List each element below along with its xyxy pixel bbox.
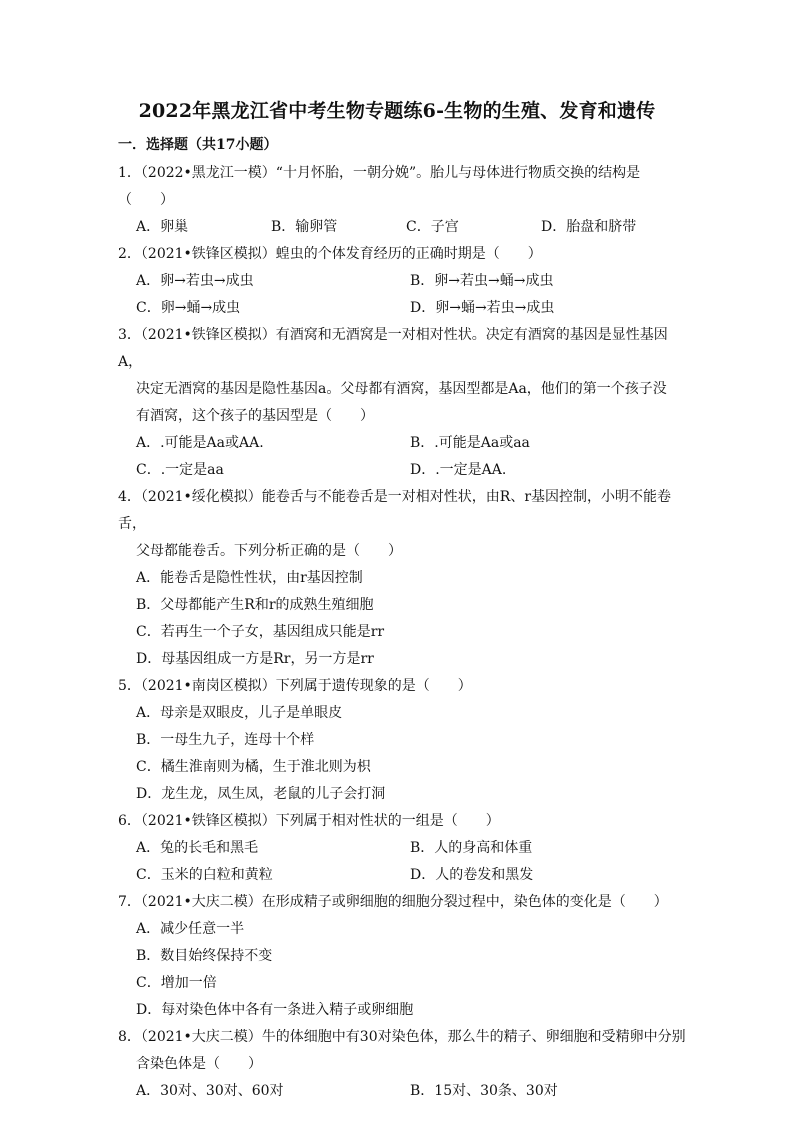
question-stem-line: 有酒窝，这个孩子的基因型是（ ）: [136, 408, 374, 424]
answer-option: D．母基因组成一方是Rr，另一方是rr: [136, 651, 374, 667]
question-item: [118, 160, 686, 241]
answer-option: C．卵→蛹→成虫: [136, 300, 241, 316]
answer-option: A．30对、30对、60对: [136, 1083, 284, 1099]
answer-options: [118, 916, 686, 1024]
question-stem-line: 含染色体是（ ）: [136, 1056, 262, 1072]
answer-option: B．.可能是Aa或aa: [410, 435, 530, 451]
question-stem: [118, 889, 686, 916]
question-stem-line: 8．（2021•大庆二模）牛的体细胞中有30对染色体，那么牛的精子、卵细胞和受精卵中分别: [118, 1029, 686, 1045]
question-item: [118, 241, 686, 322]
answer-option: A．卵→若虫→成虫: [136, 273, 254, 289]
question-item: [118, 322, 686, 484]
answer-options: [118, 565, 686, 673]
question-item: [118, 484, 686, 673]
question-stem-line: 2．（2021•铁锋区模拟）蝗虫的个体发育经历的正确时期是（ ）: [118, 246, 542, 262]
answer-option: B．父母都能产生R和r的成熟生殖细胞: [136, 597, 374, 613]
question-stem-line: 1．（2022•黑龙江一模）“十月怀胎，一朝分娩”。胎儿与母体进行物质交换的结构是（ ）: [118, 165, 641, 208]
answer-options: [118, 214, 686, 241]
question-item: [118, 889, 686, 1024]
answer-option: B．一母生九子，连母十个样: [136, 732, 315, 748]
question-stem-line: 5．（2021•南岗区模拟）下列属于遗传现象的是（ ）: [118, 678, 472, 694]
answer-option: B．数目始终保持不变: [136, 948, 273, 964]
question-item: [118, 1024, 686, 1105]
answer-option: D．胎盘和脐带: [541, 219, 637, 235]
question-stem: [118, 322, 686, 430]
answer-option: A．母亲是双眼皮，儿子是单眼皮: [136, 705, 343, 721]
answer-option: D．.一定是AA.: [410, 462, 507, 478]
answer-options: [118, 1078, 686, 1105]
question-stem: [118, 160, 686, 214]
answer-option: C．橘生淮南则为橘，生于淮北则为枳: [136, 759, 371, 775]
question-stem: [118, 808, 686, 835]
answer-option: D．人的卷发和黑发: [410, 867, 534, 883]
question-stem-line: 3．（2021•铁锋区模拟）有酒窝和无酒窝是一对相对性状。决定有酒窝的基因是显性基因A，: [118, 327, 668, 370]
answer-option: A．减少任意一半: [136, 921, 245, 937]
question-stem-line: 决定无酒窝的基因是隐性基因a。父母都有酒窝，基因型都是Aa，他们的第一个孩子没: [136, 381, 667, 397]
question-stem: [118, 484, 686, 565]
answer-option: D．龙生龙，凤生凤，老鼠的儿子会打洞: [136, 786, 386, 802]
question-stem-line: 6．（2021•铁锋区模拟）下列属于相对性状的一组是（ ）: [118, 813, 500, 829]
answer-options: [118, 430, 686, 484]
document-title: 2022年黑龙江省中考生物专题练6-生物的生殖、发育和遗传: [138, 100, 656, 122]
answer-option: C．增加一倍: [136, 975, 217, 991]
question-item: [118, 673, 686, 808]
answer-option: A．能卷舌是隐性性状，由r基因控制: [136, 570, 363, 586]
answer-options: [118, 835, 686, 889]
answer-option: C．玉米的白粒和黄粒: [136, 867, 273, 883]
answer-option: C．.一定是aa: [136, 462, 224, 478]
answer-option: D．卵→蛹→若虫→成虫: [410, 300, 555, 316]
answer-option: C．若再生一个子女，基因组成只能是rr: [136, 624, 385, 640]
answer-option: A．兔的长毛和黑毛: [136, 840, 259, 856]
question-stem: [118, 241, 686, 268]
answer-option: B．卵→若虫→蛹→成虫: [410, 273, 554, 289]
question-stem: [118, 1024, 686, 1078]
answer-options: [118, 700, 686, 808]
question-item: [118, 808, 686, 889]
question-stem: [118, 673, 686, 700]
answer-options: [118, 268, 686, 322]
question-stem-line: 4．（2021•绥化模拟）能卷舌与不能卷舌是一对相对性状，由R、r基因控制，小明不能卷舌，: [118, 489, 672, 532]
answer-option: B．15对、30条、30对: [410, 1083, 558, 1099]
answer-option: A．.可能是Aa或AA.: [136, 435, 264, 451]
answer-option: C．子宫: [406, 219, 459, 235]
question-stem-line: 父母都能卷舌。下列分析正确的是（ ）: [136, 543, 402, 559]
answer-option: A．卵巢: [136, 219, 189, 235]
section-heading: 一．选择题（共17小题）: [118, 137, 278, 153]
answer-option: B．输卵管: [271, 219, 338, 235]
question-stem-line: 7．（2021•大庆二模）在形成精子或卵细胞的细胞分裂过程中，染色体的变化是（ ）: [118, 894, 668, 910]
question-list: [118, 160, 686, 1105]
answer-option: D．每对染色体中各有一条进入精子或卵细胞: [136, 1002, 414, 1018]
answer-option: B．人的身高和体重: [410, 840, 533, 856]
